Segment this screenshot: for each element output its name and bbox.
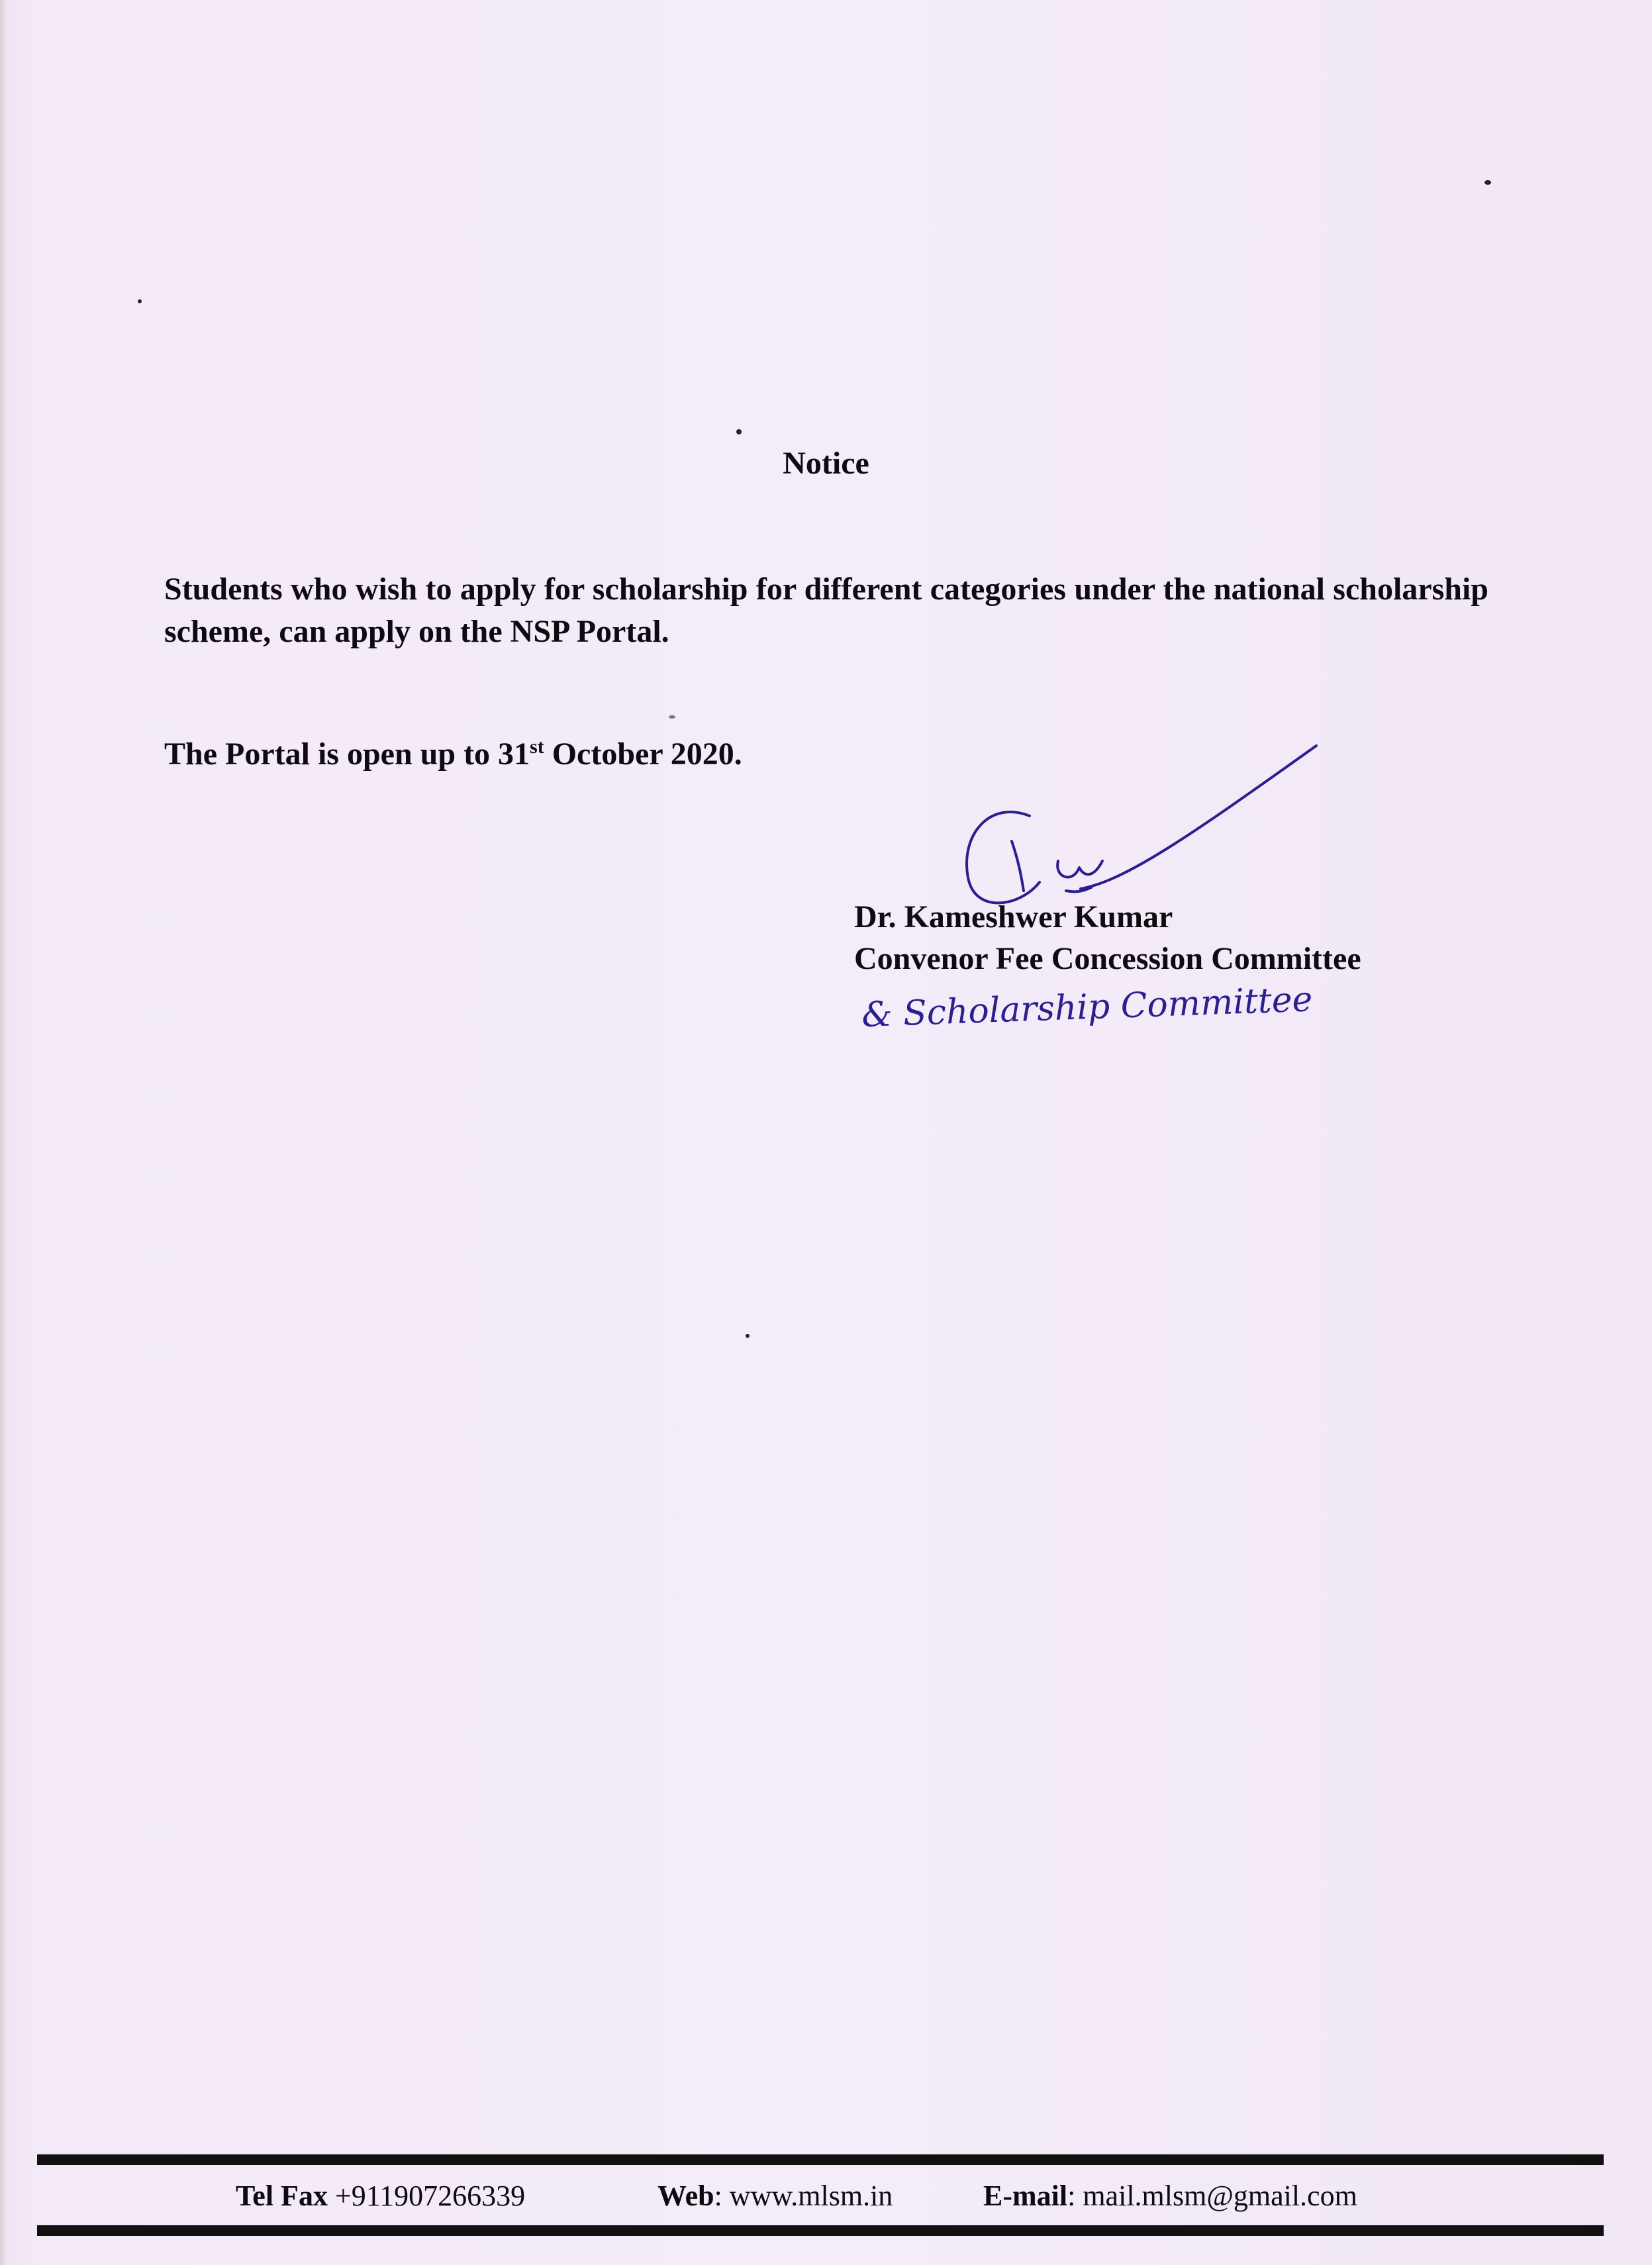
paper-speck xyxy=(669,715,675,719)
deadline-date: October 2020. xyxy=(544,736,742,772)
signatory-role: Convenor Fee Concession Committee xyxy=(854,941,1361,976)
email-value: : mail.mlsm@gmail.com xyxy=(1067,2180,1357,2212)
footer-telfax xyxy=(236,2179,525,2213)
handwritten-signature xyxy=(848,735,1351,1046)
paper-speck xyxy=(138,299,142,303)
paper-speck xyxy=(746,1334,750,1338)
notice-paragraph-deadline xyxy=(164,733,1488,776)
signatory-name: Dr. Kameshwer Kumar xyxy=(854,899,1173,934)
footer-bottom-rule xyxy=(37,2225,1604,2236)
signature-stroke xyxy=(1066,887,1091,891)
footer-email xyxy=(983,2179,1357,2213)
notice-paragraph-scholarship: Students who wish to apply for scholarship for different categories under the national scholarship scheme, can apply on the NSP Portal. xyxy=(164,572,1488,649)
paper-speck xyxy=(736,429,742,434)
email-label: E-mail xyxy=(983,2180,1068,2212)
signature-stroke xyxy=(967,812,1040,903)
telfax-value: +911907266339 xyxy=(327,2180,526,2212)
telfax-label: Tel Fax xyxy=(236,2180,328,2212)
signature-stroke xyxy=(1012,841,1024,891)
signature-stroke xyxy=(1057,861,1102,877)
footer-web xyxy=(657,2179,893,2213)
deadline-ordinal: st xyxy=(530,736,544,758)
deadline-text: The Portal is open up to 31 xyxy=(164,736,530,772)
paper-speck xyxy=(1484,180,1491,185)
footer-top-rule xyxy=(37,2154,1604,2165)
handwritten-committee-addition: & Scholarship Committee xyxy=(861,980,1314,1035)
web-value: : www.mlsm.in xyxy=(714,2180,893,2212)
web-label: Web xyxy=(657,2180,714,2212)
notice-title: Notice xyxy=(783,446,869,481)
